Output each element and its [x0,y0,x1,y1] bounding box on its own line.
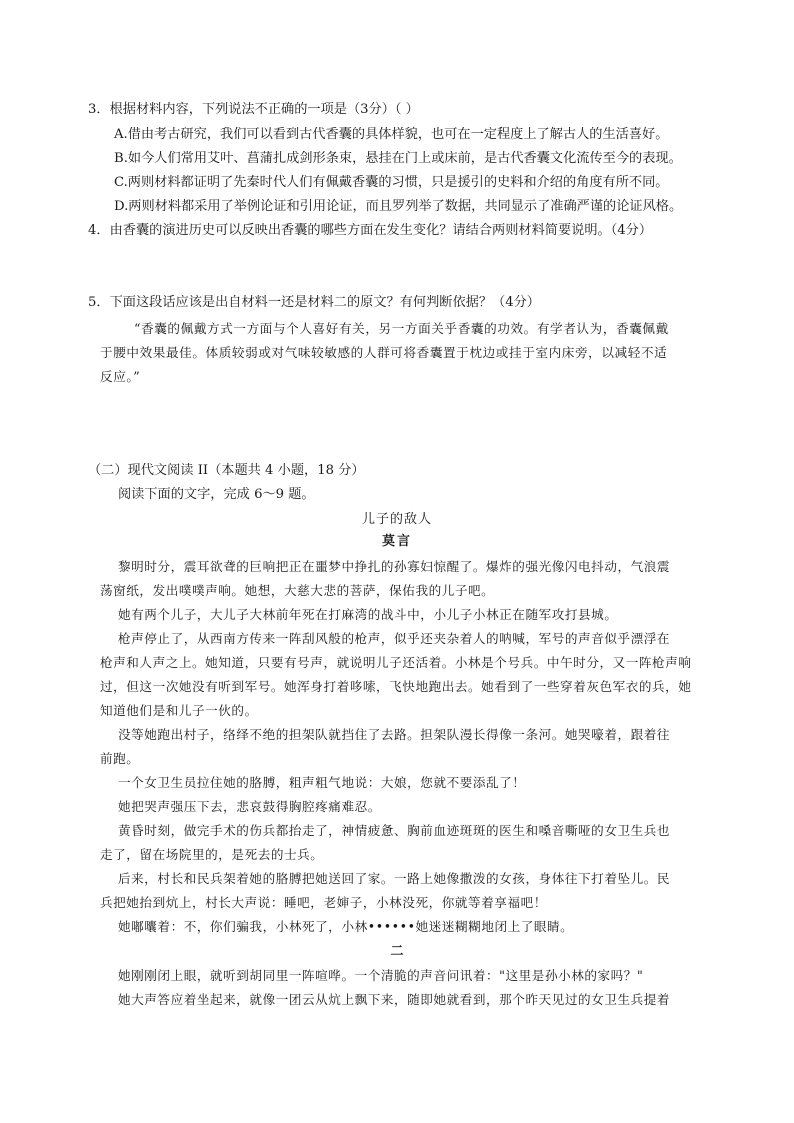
story-line: 兵把她抬到炕上，村长大声说：睡吧，老婶子，小林没死，你就等着享福吧！ [100,895,547,910]
question-3-stem: 3．根据材料内容，下列说法不正确的一项是（3分）（ ） [88,102,419,117]
quote-line: 于腰中效果最佳。体质较弱或对气味较敏感的人群可将香囊置于枕边或挂于室内床旁，以减轻不适 [100,345,668,360]
story-line: 荡窗纸，发出噗噗声响。她想，大慈大悲的菩萨，保佑我的儿子吧。 [100,583,495,598]
story-line: 前跑。 [100,751,140,766]
story-line: 没等她跑出村子，络绎不绝的担架队就挡住了去路。担架队漫长得像一条河。她哭嚎着，跟着往 [118,727,671,742]
story-title: 儿子的敌人 [361,512,432,527]
story-line: 她大声答应着坐起来，就像一团云从炕上飘下来，随即她就看到，那个昨天见过的女卫生兵提着 [118,992,671,1007]
question-3-option-c: C.两则材料都证明了先秦时代人们有佩戴香囊的习惯，只是援引的史料和介绍的角度有所不同。 [114,175,669,190]
question-4-stem: 4．由香囊的演进历史可以反映出香囊的哪些方面在发生变化？请结合两则材料简要说明。（4分） [88,223,653,238]
story-line: 她把哭声强压下去，悲哀鼓得胸腔疼痛难忍。 [118,799,381,814]
part-two-marker: 二 [390,944,404,959]
story-line: 过，但这一次她没有听到军号。她浑身打着哆嗦，飞快地跑出去。她看到了一些穿着灰色军衣的兵，她 [100,679,692,694]
story-line: 后来，村长和民兵架着她的胳膊把她送回了家。一路上她像撒泼的女孩，身体往下打着坠儿。民 [118,871,671,886]
story-line: 黎明时分，震耳欲聋的巨响把正在噩梦中挣扎的孙寡妇惊醒了。爆炸的强光像闪电抖动，气浪震 [118,559,671,574]
section-instruction: 阅读下面的文字，完成 6～9 题。 [118,487,315,502]
story-line: 一个女卫生员拉住她的胳膊，粗声粗气地说：大娘，您就不要添乱了！ [118,775,526,790]
quote-line: “香囊的佩戴方式一方面与个人喜好有关，另一方面关乎香囊的功效。有学者认为，香囊佩戴 [134,321,669,336]
story-line: 黄昏时刻，做完手术的伤兵都抬走了，神情疲惫、胸前血迹斑斑的医生和嗓音嘶哑的女卫生兵也 [118,823,671,838]
question-3-option-a: A.借由考古研究，我们可以看到古代香囊的具体样貌，也可在一定程度上了解古人的生活喜好。 [114,127,669,142]
story-line: 枪声停止了，从西南方传来一阵刮风般的枪声，似乎还夹杂着人的呐喊，军号的声音似乎漂浮在 [118,631,671,646]
story-author: 莫言 [381,534,412,549]
story-line: 她有两个儿子，大儿子大林前年死在打麻湾的战斗中，小儿子小林正在随军攻打县城。 [118,607,618,622]
quote-line: 反应。” [100,369,141,384]
story-line: 她刚刚闭上眼，就听到胡同里一阵喧哗。一个清脆的声音问讯着："这里是孙小林的家吗？" [118,968,644,983]
question-5-stem: 5．下面这段话应该是出自材料一还是材料二的原文？有何判断依据？（4分） [88,295,540,310]
story-line: 知道他们是和儿子一伙的。 [100,703,258,718]
question-3-option-b: B.如今人们常用艾叶、菖蒲扎成剑形条束，悬挂在门上或床前，是古代香囊文化流传至今的表现。 [114,151,682,166]
story-line: 她嘟囔着：不，你们骗我，小林死了，小林••••••她迷迷糊糊地闭上了眼睛。 [118,919,574,934]
story-line: 枪声和人声之上。她知道，只要有号声，就说明儿子还活着。小林是个号兵。中午时分，又一阵枪声响 [100,655,692,670]
story-line: 走了，留在场院里的，是死去的士兵。 [100,847,324,862]
question-3-option-d: D.两则材料都采用了举例论证和引用论证，而且罗列举了数据，共同显示了准确严谨的论证风格。 [114,199,683,214]
section-heading: （二）现代文阅读 II（本题共 4 小题，18 分） [88,463,365,478]
